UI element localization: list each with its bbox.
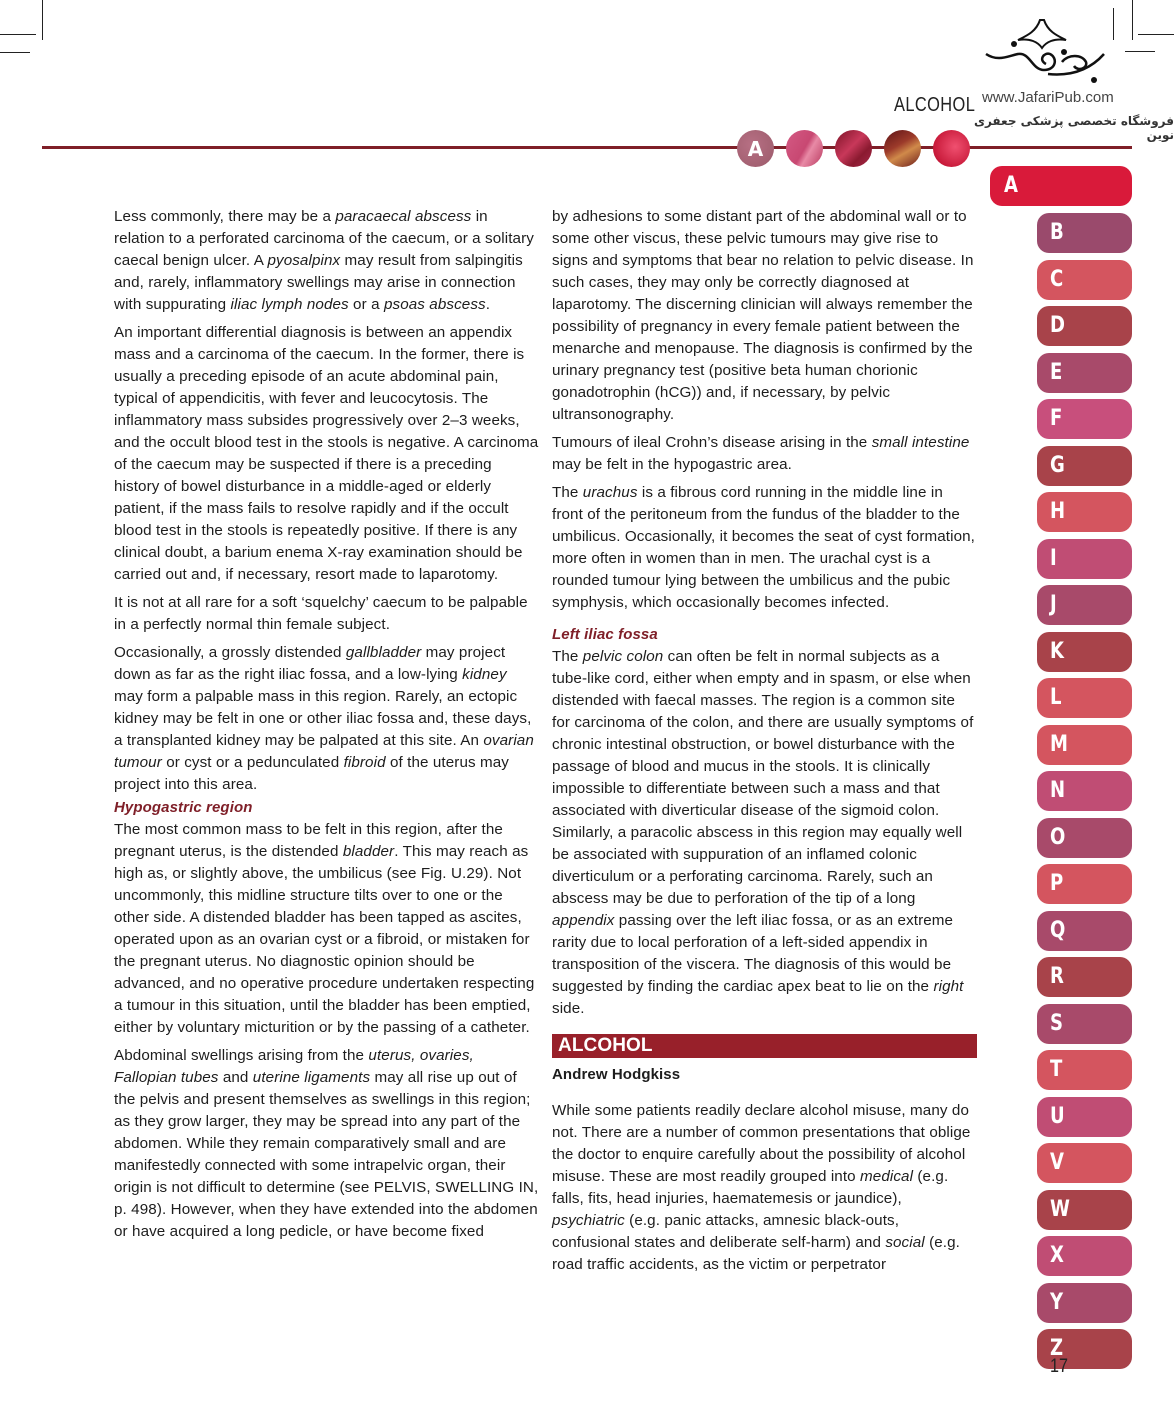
tab-label: A bbox=[1004, 173, 1018, 198]
italic-term: right bbox=[933, 978, 964, 995]
text-run: can often be felt in normal subjects as a tube-like cord, either when empty and in spasm, or else when distended with faecal masses. The region is a common site for carcinoma of the colon, and there are usually symptoms of chronic intestinal obstruction, or bowel disturbance with the passage of blood and mucus in the stools. It is clinically impossible to differentiate between such a mass and that associated with diverticular disease of the sigmoid colon. Similarly, a paracolic abscess in this region may equally well be associated with suppuration of an inflamed colonic diverticulum or a perforating carcinoma. Rarely, such an abscess may be due to perforation of the tip of a long bbox=[552, 648, 974, 907]
tab-label: O bbox=[1050, 824, 1066, 850]
tab-letter-o[interactable] bbox=[1037, 818, 1132, 858]
tab-letter-s[interactable] bbox=[1037, 1004, 1132, 1044]
tab-letter-x[interactable] bbox=[1037, 1236, 1132, 1276]
crop-mark bbox=[1132, 0, 1133, 40]
tab-letter-r[interactable] bbox=[1037, 957, 1132, 997]
text-run: Tumours of ileal Crohn’s disease arising in the bbox=[552, 434, 872, 451]
tab-letter-q[interactable] bbox=[1037, 911, 1132, 951]
text-run: The bbox=[552, 484, 583, 501]
tab-letter-l[interactable] bbox=[1037, 678, 1132, 718]
paragraph bbox=[552, 206, 977, 426]
decorative-circle bbox=[884, 130, 921, 167]
text-run: (e.g. panic attacks, amnesic black-outs, confusional states and deliberate self-harm) and bbox=[552, 1212, 900, 1251]
decorative-circle bbox=[933, 130, 970, 167]
text-run: or a bbox=[348, 296, 384, 313]
paragraph bbox=[552, 646, 977, 1020]
text-run: While some patients readily declare alcohol misuse, many do not. There are a number of common presentations that oblige the doctor to enquire carefully about the possibility of alcohol misuse. These are most readily grouped into bbox=[552, 1102, 971, 1185]
subheading-hypogastric-region: Hypogastric region bbox=[114, 799, 253, 816]
tab-label: S bbox=[1050, 1010, 1064, 1036]
header-circles bbox=[737, 130, 970, 168]
italic-term: pelvic colon bbox=[582, 648, 664, 665]
italic-term: psoas abscess bbox=[383, 296, 486, 313]
tab-label: H bbox=[1050, 499, 1066, 524]
publisher-tagline: فروشگاه تخصصی پزشکی جعفری نوین bbox=[973, 114, 1174, 142]
tab-label: U bbox=[1050, 1103, 1065, 1129]
text-run: Less commonly, there may be a bbox=[114, 208, 336, 225]
text-run: Abdominal swellings arising from the bbox=[114, 1047, 369, 1064]
text-run: may form a palpable mass in this region. Rarely, an ectopic kidney may be felt in one or other iliac fossa and, these days, a transplanted kidney may be palpated at this site. An bbox=[114, 688, 532, 749]
tab-label: C bbox=[1050, 266, 1064, 292]
tab-label: R bbox=[1050, 964, 1064, 989]
tab-label: K bbox=[1050, 638, 1064, 664]
text-run: is a fibrous cord running in the middle line in front of the peritoneum from the fundus of the bladder to the umbilicus. Occasionally, it becomes the seat of cyst formation, more often in women than in men. The urachal cyst is a rounded tumour lying between the umbilicus and the pubic symphysis, which occasionally becomes infected. bbox=[552, 484, 975, 611]
italic-term: appendix bbox=[552, 912, 615, 929]
tab-label: G bbox=[1050, 452, 1065, 478]
text-run: An important differential diagnosis is between an appendix mass and a carcinoma of the caecum. In the former, there is usually a preceding episode of an acute abdominal pain, typical of appendicitis, with fever and leucocytosis. The inflammatory mass subsides progressively over 2–3 weeks, and the occult blood test in the stools is negative. A carcinoma of the caecum may be suspected if there is a preceding history of bowel disturbance in a middle-aged or elderly patient, if the mass fails to resolve rapidly and if the occult blood test in the stools is repeatedly positive. If there is any clinical doubt, a barium enema X-ray examination should be carried out and, if necessary, resort made to laparotomy. bbox=[114, 324, 539, 583]
italic-term: uterine ligaments bbox=[252, 1069, 371, 1086]
tab-letter-d[interactable] bbox=[1037, 306, 1132, 346]
paragraph bbox=[114, 592, 539, 636]
page-number: 17 bbox=[1050, 1356, 1068, 1377]
tab-label: D bbox=[1050, 313, 1065, 338]
tab-letter-p[interactable] bbox=[1037, 864, 1132, 904]
running-head: ALCOHOL bbox=[894, 94, 976, 116]
paragraph bbox=[552, 482, 977, 614]
tab-label: E bbox=[1050, 359, 1063, 385]
italic-term: kidney bbox=[462, 666, 507, 683]
tab-label: P bbox=[1050, 871, 1064, 896]
publisher-logo-icon bbox=[978, 18, 1118, 88]
italic-term: gallbladder bbox=[345, 644, 422, 661]
tab-letter-a[interactable] bbox=[990, 166, 1132, 206]
text-run: The most common mass to be felt in this region, after the pregnant uterus, is the distended bbox=[114, 821, 503, 860]
tab-letter-k[interactable] bbox=[1037, 632, 1132, 672]
crop-mark bbox=[42, 0, 43, 40]
italic-term: paracaecal abscess bbox=[335, 208, 472, 225]
paragraph bbox=[114, 206, 539, 316]
tab-letter-w[interactable] bbox=[1037, 1190, 1132, 1230]
text-run: . bbox=[485, 296, 491, 313]
text-run: may result from salpingitis and, rarely, inflammatory swellings may arise in connection with suppurating bbox=[114, 252, 523, 313]
author-name: Andrew Hodgkiss bbox=[552, 1066, 681, 1083]
circle-letter: A bbox=[747, 136, 764, 161]
tab-label: J bbox=[1050, 592, 1057, 617]
tab-letter-m[interactable] bbox=[1037, 725, 1132, 765]
left-column bbox=[114, 206, 539, 1249]
crop-mark bbox=[1125, 51, 1155, 52]
italic-term: medical bbox=[860, 1168, 914, 1185]
tab-letter-g[interactable] bbox=[1037, 446, 1132, 486]
paragraph bbox=[114, 1045, 539, 1243]
decorative-circle bbox=[786, 130, 823, 167]
text-run: may project down as far as the right iliac fossa, and a low-lying bbox=[114, 644, 506, 683]
text-run: or cyst or a pedunculated bbox=[161, 754, 344, 771]
tab-label: Z bbox=[1050, 1336, 1064, 1361]
tab-letter-c[interactable] bbox=[1037, 260, 1132, 300]
tab-label: L bbox=[1050, 685, 1062, 710]
crop-mark bbox=[1138, 34, 1174, 35]
italic-term: urachus bbox=[582, 484, 638, 501]
publisher-url: www.JafariPub.com bbox=[982, 89, 1114, 106]
text-run: (e.g. road traffic accidents, as the victim or perpetrator bbox=[552, 1234, 960, 1273]
tab-label: B bbox=[1050, 220, 1064, 245]
italic-term: ovarian tumour bbox=[114, 732, 534, 771]
tab-letter-i[interactable] bbox=[1037, 539, 1132, 579]
text-run: It is not at all rare for a soft ‘squelchy’ caecum to be palpable in a perfectly normal thin female subject. bbox=[114, 594, 528, 633]
letter-circle bbox=[737, 130, 774, 167]
text-run: . This may reach as high as, or slightly above, the umbilicus (see Fig. U.29). Not uncommonly, this midline structure tilts over to one or the other side. A distended bladder has been tapped as ascites, operated upon as an ovarian cyst or a fibroid, or mistaken for the pregnant uterus. No diagnostic opinion should be advanced, and no operative procedure undertaken respecting a tumour in this situation, until the bladder has been emptied, either by voluntary micturition or by the passing of a catheter. bbox=[114, 843, 535, 1036]
paragraph bbox=[114, 819, 539, 1039]
tab-letter-u[interactable] bbox=[1037, 1097, 1132, 1137]
text-run: side. bbox=[552, 1000, 585, 1017]
tab-letter-y[interactable] bbox=[1037, 1283, 1132, 1323]
tab-letter-v[interactable] bbox=[1037, 1143, 1132, 1183]
decorative-circle bbox=[835, 130, 872, 167]
text-run: passing over the left iliac fossa, or as an extreme rarity due to local perforation of a left-sided appendix in transposition of the viscera. The diagnosis of this would be suggested by finding the cardiac apex beat to lie on the bbox=[552, 912, 954, 995]
tab-letter-n[interactable] bbox=[1037, 771, 1132, 811]
italic-term: iliac lymph nodes bbox=[230, 296, 349, 313]
text-run: by adhesions to some distant part of the abdominal wall or to some other viscus, these pelvic tumours may give rise to signs and symptoms that bear no relation to pelvic disease. In such cases, they may only be correctly diagnosed at laparotomy. The discerning clinician will always remember the possibility of pregnancy in every female patient between the menarche and menopause. The diagnosis is confirmed by the urinary pregnancy test (positive beta human chorionic gonadotrophin (hCG)) and, if necessary, by pelvic ultransonography. bbox=[552, 208, 974, 423]
tab-label: Q bbox=[1050, 917, 1066, 943]
crop-mark bbox=[0, 52, 30, 53]
paragraph bbox=[114, 322, 539, 586]
tab-label: F bbox=[1050, 406, 1063, 431]
paragraph bbox=[552, 1100, 977, 1276]
tab-letter-j[interactable] bbox=[1037, 585, 1132, 625]
text-run: The bbox=[552, 648, 583, 665]
italic-term: social bbox=[885, 1234, 925, 1251]
italic-term: small intestine bbox=[871, 434, 970, 451]
italic-term: uterus, ovaries, Fallopian tubes bbox=[114, 1047, 474, 1086]
right-column bbox=[552, 206, 977, 1282]
tab-letter-b[interactable] bbox=[1037, 213, 1132, 253]
section-title-bar: ALCOHOL bbox=[552, 1034, 977, 1058]
tab-label: I bbox=[1050, 545, 1057, 571]
tab-label: Y bbox=[1050, 1289, 1064, 1315]
tab-letter-f[interactable] bbox=[1037, 399, 1132, 439]
text-run: and bbox=[218, 1069, 253, 1086]
text-run: Occasionally, a grossly distended bbox=[114, 644, 346, 661]
text-run: may all rise up out of the pelvis and present themselves as swellings in this region; as they grow larger, they may be spread into any part of the abdomen. While they remain comparatively small and are manifestedly connected with some intrapelvic organ, their origin is not difficult to determine (see PELVIS, SWELLING IN, p. 498). However, when they have extended into the abdomen or have acquired a long pedicle, or have become fixed bbox=[114, 1069, 539, 1240]
tab-label: M bbox=[1050, 731, 1068, 757]
tab-label: X bbox=[1050, 1243, 1064, 1268]
crop-mark bbox=[0, 34, 36, 35]
italic-term: pyosalpinx bbox=[267, 252, 341, 269]
tab-letter-h[interactable] bbox=[1037, 492, 1132, 532]
italic-term: bladder bbox=[342, 843, 395, 860]
text-run: may be felt in the hypogastric area. bbox=[552, 456, 792, 473]
tab-label: W bbox=[1050, 1196, 1070, 1222]
tab-label: N bbox=[1050, 778, 1066, 803]
tab-label: T bbox=[1050, 1057, 1063, 1082]
paragraph bbox=[114, 642, 539, 796]
subheading-left-iliac-fossa: Left iliac fossa bbox=[552, 626, 658, 643]
text-run: in relation to a perforated carcinoma of the caecum, or a solitary caecal benign ulcer. A bbox=[114, 208, 534, 269]
tab-label: V bbox=[1050, 1150, 1064, 1175]
text-run: (e.g. falls, fits, head injuries, haematemesis or jaundice), bbox=[552, 1168, 949, 1207]
italic-term: psychiatric bbox=[552, 1212, 625, 1229]
text-run: of the uterus may project into this area. bbox=[114, 754, 509, 793]
tab-letter-e[interactable] bbox=[1037, 353, 1132, 393]
paragraph bbox=[552, 432, 977, 476]
tab-letter-t[interactable] bbox=[1037, 1050, 1132, 1090]
italic-term: fibroid bbox=[343, 754, 386, 771]
